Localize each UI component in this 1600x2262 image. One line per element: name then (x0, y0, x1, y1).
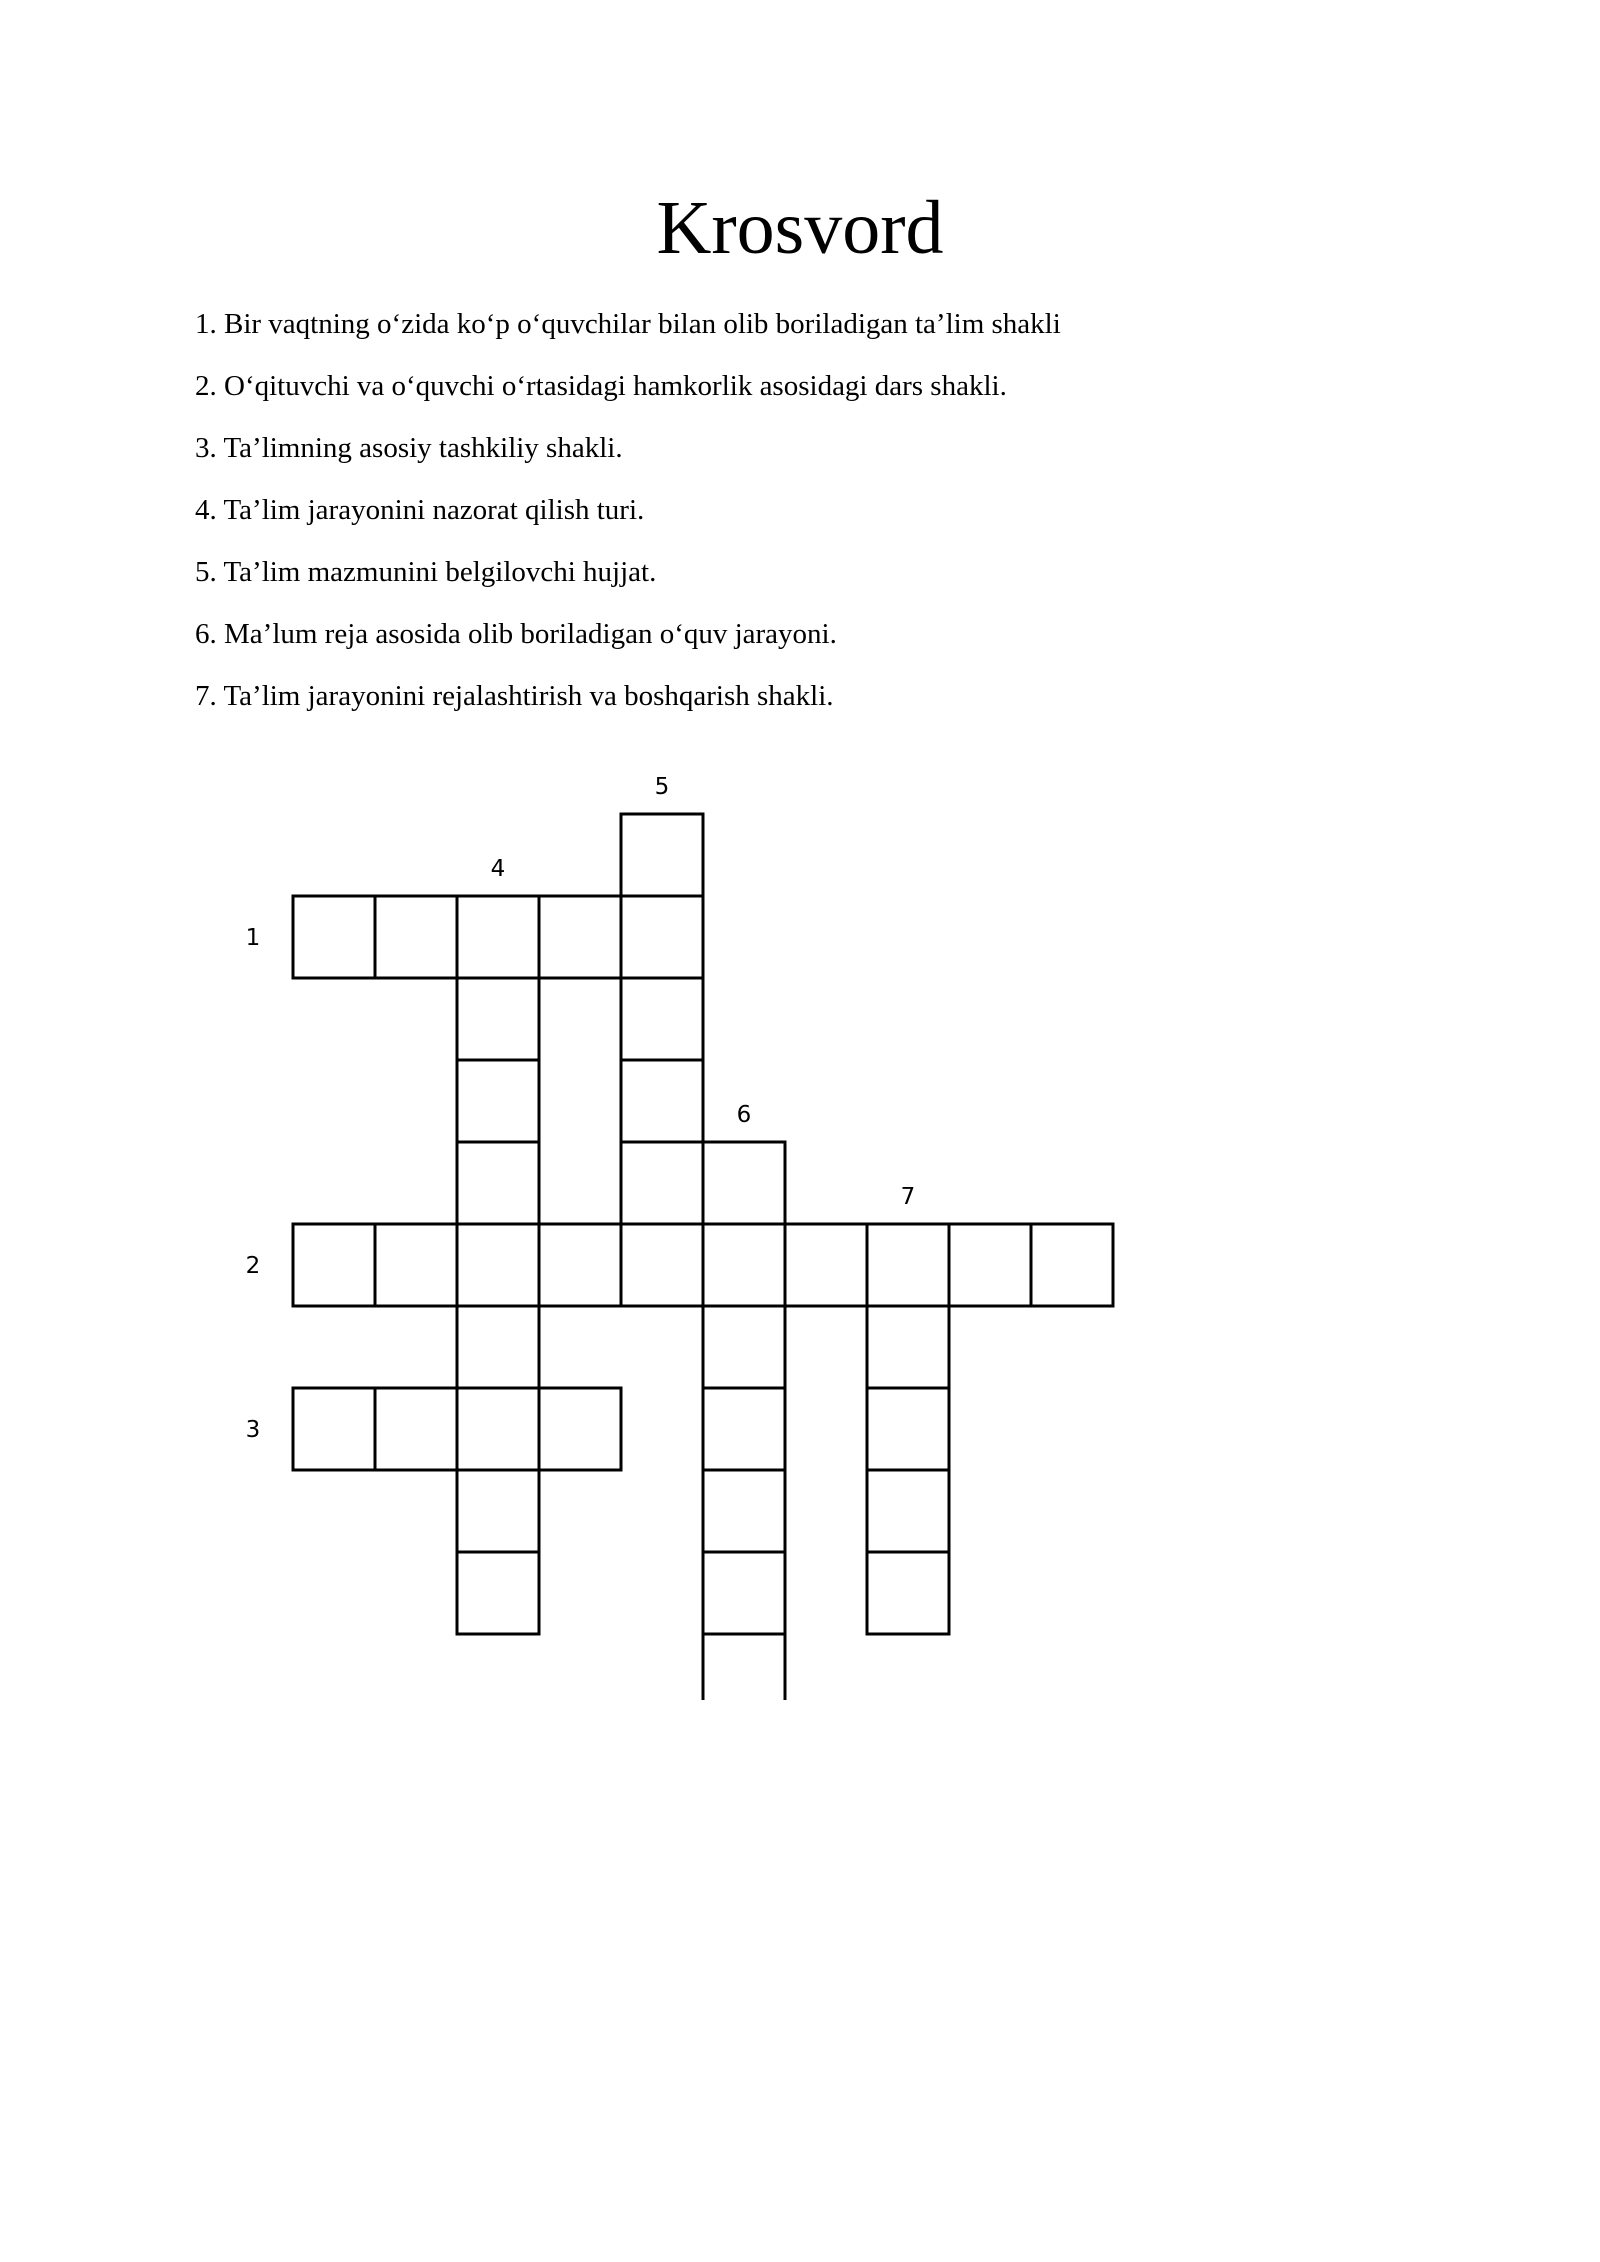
grid-cell[interactable] (457, 1388, 539, 1470)
grid-cell[interactable] (867, 1552, 949, 1634)
clue-6: 6. Ma’lum reja asosida olib boriladigan o‘quv jarayoni. (195, 618, 837, 650)
word-number-1: 1 (245, 925, 261, 951)
word-number-3: 3 (245, 1417, 261, 1443)
grid-cell[interactable] (867, 1470, 949, 1552)
grid-cell[interactable] (867, 1388, 949, 1470)
grid-cell[interactable] (703, 1224, 785, 1306)
clue-1: 1. Bir vaqtning o‘zida ko‘p o‘quvchilar bilan olib boriladigan ta’lim shakli (195, 308, 1061, 340)
grid-cell[interactable] (539, 896, 621, 978)
grid-cell[interactable] (785, 1224, 867, 1306)
grid-cell[interactable] (539, 1224, 621, 1306)
clue-4: 4. Ta’lim jarayonini nazorat qilish turi. (195, 494, 645, 526)
grid-cell[interactable] (703, 1306, 785, 1388)
grid-cell[interactable] (1031, 1224, 1113, 1306)
grid-cell[interactable] (293, 1388, 375, 1470)
clue-3: 3. Ta’limning asosiy tashkiliy shakli. (195, 432, 623, 464)
grid-cell[interactable] (621, 1142, 703, 1224)
grid-cell[interactable] (621, 1060, 703, 1142)
grid-cell[interactable] (293, 896, 375, 978)
grid-cell[interactable] (867, 1306, 949, 1388)
grid-cell[interactable] (621, 1224, 703, 1306)
word-number-7: 7 (900, 1184, 916, 1210)
grid-cell[interactable] (703, 1142, 785, 1224)
grid-cell[interactable] (867, 1224, 949, 1306)
grid-cell[interactable] (703, 1634, 785, 1700)
grid-cell[interactable] (457, 896, 539, 978)
grid-cell[interactable] (621, 896, 703, 978)
grid-cell[interactable] (703, 1552, 785, 1634)
grid-cell[interactable] (457, 1142, 539, 1224)
grid-cell[interactable] (457, 1224, 539, 1306)
grid-cell[interactable] (457, 1060, 539, 1142)
grid-cell[interactable] (539, 1388, 621, 1470)
grid-cell[interactable] (703, 1388, 785, 1470)
grid-cell[interactable] (375, 1388, 457, 1470)
clue-2: 2. O‘qituvchi va o‘quvchi o‘rtasidagi hamkorlik asosidagi dars shakli. (195, 370, 1007, 402)
word-number-2: 2 (245, 1253, 261, 1279)
grid-cell[interactable] (375, 896, 457, 978)
word-number-4: 4 (490, 856, 506, 882)
grid-cell[interactable] (457, 978, 539, 1060)
clue-5: 5. Ta’lim mazmunini belgilovchi hujjat. (195, 556, 657, 588)
grid-cell[interactable] (621, 814, 703, 896)
grid-cell[interactable] (621, 978, 703, 1060)
clue-7: 7. Ta’lim jarayonini rejalashtirish va boshqarish shakli. (195, 680, 834, 712)
word-number-5: 5 (654, 774, 670, 800)
page-title: Krosvord (656, 186, 944, 270)
grid-cell[interactable] (293, 1224, 375, 1306)
grid-cell[interactable] (457, 1470, 539, 1552)
grid-cell[interactable] (375, 1224, 457, 1306)
grid-cell[interactable] (949, 1224, 1031, 1306)
word-number-6: 6 (736, 1102, 752, 1128)
grid-cell[interactable] (703, 1470, 785, 1552)
grid-cell[interactable] (457, 1552, 539, 1634)
grid-cell[interactable] (457, 1306, 539, 1388)
